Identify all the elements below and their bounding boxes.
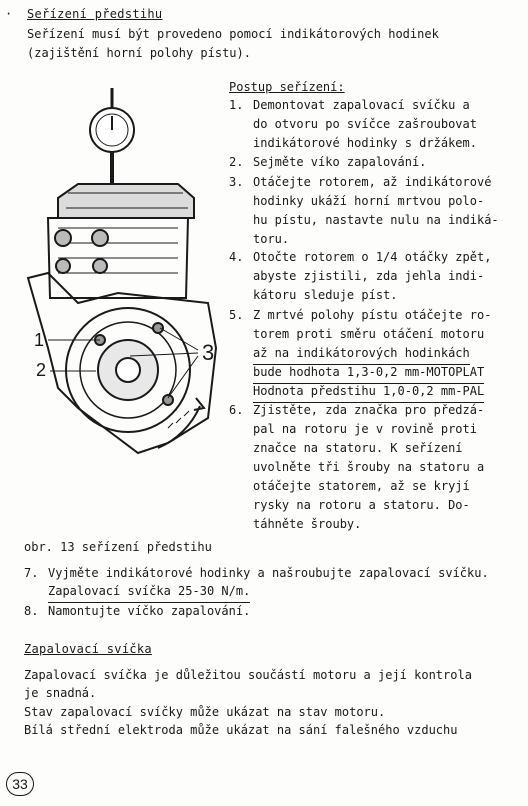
ignition-timing-figure xyxy=(18,88,230,460)
spark-plug-title: Zapalovací svíčka xyxy=(24,642,152,656)
figure-caption: obr. 13 seřízení předstihu xyxy=(24,540,212,554)
step-line: indikátorové hodinky s držákem. xyxy=(253,136,477,150)
step-line: rysky na rotoru a statoru. Do- xyxy=(253,498,470,512)
step-line: značce na statoru. K seřízení xyxy=(253,441,463,455)
step-line: kátoru sleduje píst. xyxy=(253,288,398,302)
step-8-number: 8. xyxy=(24,604,39,618)
step-number: 1. xyxy=(229,98,244,112)
intro-line-2: (zajištění horní polohy pístu). xyxy=(27,46,251,60)
step-line: Sejměte víko zapalování. xyxy=(253,155,427,169)
procedure-heading: Postup seřízení: xyxy=(229,80,345,94)
step-line: Demontovat zapalovací svíčku a xyxy=(253,98,470,112)
spark-plug-line-1: Zapalovací svíčka je důležitou součástí motoru a její kontrola xyxy=(24,668,472,682)
spark-plug-line-4: Bílá střední elektroda může ukázat na sání falešného vzduchu xyxy=(24,723,458,737)
figure-label-1: 1 xyxy=(34,330,45,350)
step-line: Hodnota předstihu 1,0-0,2 mm-PAL xyxy=(253,382,484,403)
figure-label-3: 3 xyxy=(202,340,215,365)
step-line: bude hodhota 1,3-0,2 mm-MOTOPLAT xyxy=(253,363,484,384)
step-line: otáčejte statorem, až se kryjí xyxy=(253,479,470,493)
step-line: do otvoru po svíčce zašroubovat xyxy=(253,117,477,131)
step-line: abyste zjistili, zda jehla indi- xyxy=(253,269,485,283)
step-number: 2. xyxy=(229,155,244,169)
spark-plug-line-2: je snadná. xyxy=(24,686,97,700)
step-number: 4. xyxy=(229,250,244,264)
step-line: hodinky ukáží horní mrtvou polo- xyxy=(253,194,485,208)
figure-label-2: 2 xyxy=(36,360,47,380)
step-line: toru. xyxy=(253,232,290,246)
page-number: 33 xyxy=(6,772,34,796)
step-number: 5. xyxy=(229,308,244,322)
step-line: Otočte rotorem o 1/4 otáčky zpět, xyxy=(253,250,492,264)
step-line: až na indikátorových hodinkách xyxy=(253,344,470,365)
step-line: pal na rotoru je v rovině proti xyxy=(253,422,477,436)
step-line: Z mrtvé polohy pístu otáčejte ro- xyxy=(253,308,492,322)
step-line: Otáčejte rotorem, až indikátorové xyxy=(253,175,492,189)
step-line: hu pístu, nastavte nulu na indiká- xyxy=(253,213,499,227)
bullet-dot: · xyxy=(5,7,13,21)
step-line: torem proti směru otáčení motoru xyxy=(253,327,485,341)
step-line: táhněte šrouby. xyxy=(253,517,362,531)
step-7-line: Vyjměte indikátorové hodinky a našroubujte zapalovací svíčku. xyxy=(48,566,489,580)
step-7-number: 7. xyxy=(24,566,39,580)
step-number: 6. xyxy=(229,403,244,417)
intro-line-1: Seřízení musí být provedeno pomocí indikátorových hodinek xyxy=(27,27,439,41)
spark-plug-line-3: Stav zapalovací svíčky může ukázat na stav motoru. xyxy=(24,705,386,719)
step-number: 3. xyxy=(229,175,244,189)
step-7-line-torque: Zapalovací svíčka 25-30 N/m. xyxy=(48,582,250,603)
step-line: uvolněte tři šrouby na statoru a xyxy=(253,460,485,474)
section-title: Seřízení předstihu xyxy=(27,7,163,21)
step-line: Zjistěte, zda značka pro předzá- xyxy=(253,403,485,417)
step-8-line: Namontujte víčko zapalování. xyxy=(48,604,251,618)
